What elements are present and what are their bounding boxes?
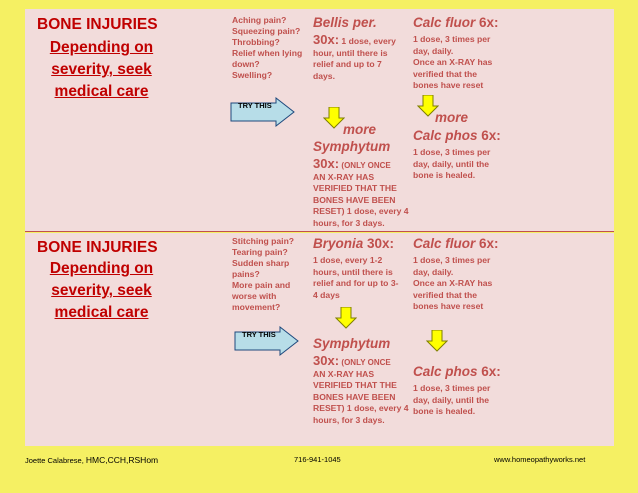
footer-website[interactable]: www.homeopathyworks.net [494,455,586,464]
footer-author: Joette Calabrese, HMC,CCH,RSHom [25,455,159,465]
down-arrow-icon [323,107,345,134]
section-title: BONE INJURIES [37,239,158,256]
symptom-list: Stitching pain? Tearing pain? Sudden sharp pains? More pain and worse with movement? [232,236,295,312]
remedy-calc-phos: Calc phos 6x: 1 dose, 3 times per day, daily, until the bone is healed. [413,128,501,180]
remedy-calc-fluor: Calc fluor 6x: 1 dose, 3 times per day, daily. Once an X-RAY has verified that the bones have reset [413,15,499,90]
section-top [25,9,614,232]
try-this-label: TRY THIS [238,101,272,110]
remedy-bryonia: Bryonia 30x: 1 dose, every 1-2 hours, until there is relief and for up to 3- 4 days [313,236,399,300]
down-arrow-icon [426,330,448,357]
try-this-arrow [230,97,296,127]
remedy-symphytum: Symphytum 30x: (ONLY ONCE AN X-RAY HAS VERIFIED THAT THE BONES HAVE BEEN RESET) 1 dose, every 4 hours, for 3 days. [313,336,409,425]
medical-care-note: Depending on severity, seek medical care [49,260,154,321]
symptom-list: Aching pain? Squeezing pain? Throbbing? Relief when lying down? Swelling? [232,15,303,80]
footer-phone: 716-941-1045 [294,455,341,464]
try-this-arrow [234,326,300,356]
remedy-calc-fluor: Calc fluor 6x: 1 dose, 3 times per day, daily. Once an X-RAY has verified that the bones have reset [413,236,499,311]
remedy-bellis: Bellis per. 30x: 1 dose, every hour, until there is relief and up to 7 days. [313,15,396,81]
remedy-symphytum: Symphytum 30x: (ONLY ONCE AN X-RAY HAS VERIFIED THAT THE BONES HAVE BEEN RESET) 1 dose, every 4 hours, for 3 days. [313,139,409,228]
section-bottom [25,233,614,446]
remedy-calc-phos: Calc phos 6x: 1 dose, 3 times per day, daily, until the bone is healed. [413,364,501,416]
down-arrow-icon [335,307,357,334]
medical-care-note: Depending on severity, seek medical care [49,39,154,100]
try-this-label: TRY THIS [242,330,276,339]
more-label: more [435,110,469,125]
more-label: more [343,122,377,137]
section-title: BONE INJURIES [37,16,158,33]
